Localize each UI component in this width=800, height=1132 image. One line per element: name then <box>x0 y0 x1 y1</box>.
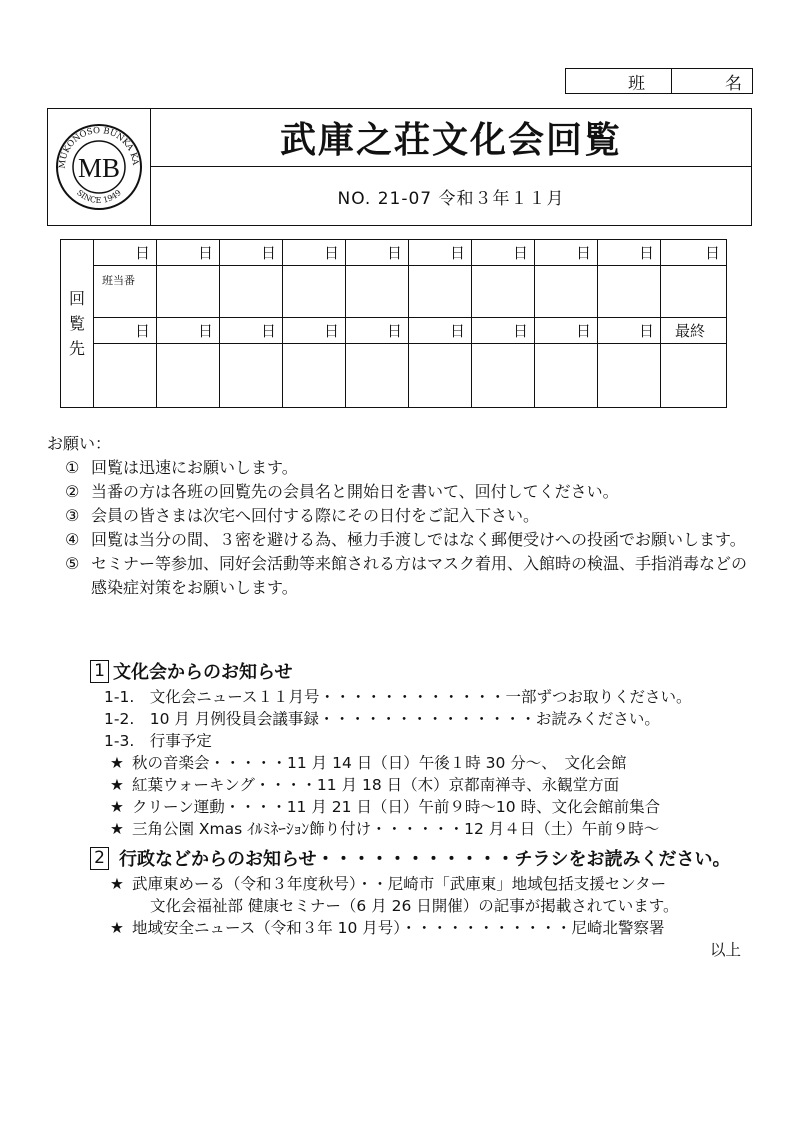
star-icon: ★ <box>110 820 124 838</box>
last-cell: 最終 <box>661 318 727 344</box>
request-number: ③ <box>65 506 80 525</box>
date-cell: 日 <box>598 240 661 266</box>
date-cell: 日 <box>220 318 283 344</box>
request-text: 回覧は当分の間、３密を避ける為、極力手渡しではなく郵便受けへの投函でお願いします。 <box>91 530 746 549</box>
notice-line: 文化会福祉部 健康セミナー（6 月 26 日開催）の記事が掲載されています。 <box>150 897 679 915</box>
request-item <box>47 504 752 528</box>
side-char-3: 先 <box>68 339 85 358</box>
name-cell[interactable] <box>283 266 346 318</box>
star-icon: ★ <box>110 754 124 772</box>
name-cell[interactable] <box>661 266 727 318</box>
name-cell[interactable] <box>535 266 598 318</box>
event-line <box>110 818 755 840</box>
newsletter-header <box>47 108 752 226</box>
notice-line <box>110 917 755 939</box>
section-2-heading <box>90 845 755 871</box>
date-cell: 日 <box>157 240 220 266</box>
closing-text: 以上 <box>709 941 741 959</box>
logo-cell <box>48 109 151 225</box>
name-cell[interactable] <box>94 266 157 318</box>
star-icon: ★ <box>110 919 124 937</box>
name-label: 名 <box>725 73 742 94</box>
date-cell: 日 <box>409 318 472 344</box>
date-cell: 日 <box>94 240 157 266</box>
request-number: ④ <box>65 530 80 549</box>
name-cell[interactable] <box>157 344 220 408</box>
date-cell: 日 <box>157 318 220 344</box>
request-number: ① <box>65 458 80 477</box>
section-1-title: 文化会からのお知らせ <box>113 662 293 683</box>
side-char-1: 回 <box>68 289 85 308</box>
date-cell: 日 <box>220 240 283 266</box>
duty-label: 班当番 <box>102 274 135 287</box>
date-cell: 日 <box>346 240 409 266</box>
request-item <box>47 528 752 552</box>
event-line <box>110 752 755 774</box>
section-government-notices <box>90 845 755 961</box>
name-cell[interactable] <box>598 344 661 408</box>
request-text: 会員の皆さまは次宅へ回付する際にその日付をご記入下さい。 <box>91 506 540 525</box>
name-cell[interactable] <box>220 344 283 408</box>
group-name-box <box>565 68 753 94</box>
mb-logo <box>54 122 144 212</box>
name-cell[interactable] <box>409 344 472 408</box>
notice-line <box>110 873 755 895</box>
section-1-heading <box>90 658 755 684</box>
section-bunkakai-notices <box>90 658 755 840</box>
event-text: クリーン運動・・・・11 月 21 日（日）午前９時～10 時、文化会館前集合 <box>132 798 661 816</box>
name-cell[interactable] <box>535 344 598 408</box>
name-cell[interactable] <box>346 344 409 408</box>
name-cell[interactable] <box>94 344 157 408</box>
request-text: 当番の方は各班の回覧先の会員名と開始日を書いて、回付してください。 <box>91 482 619 501</box>
requests-heading: お願い： <box>47 434 112 453</box>
event-text: 三角公園 Xmas ｲﾙﾐﾈｰｼｮﾝ飾り付け・・・・・・12 月４日（土）午前９時～ <box>132 820 660 838</box>
request-text: セミナー等参加、同好会活動等来館される方はマスク着用、入館時の検温、手指消毒などの感染症対策をお願いします。 <box>91 554 748 597</box>
section-2-title: 行政などからのお知らせ・・・・・・・・・・・チラシをお読みください。 <box>119 849 731 870</box>
date-cell: 日 <box>472 318 535 344</box>
group-label: 班 <box>566 69 672 93</box>
name-cell[interactable] <box>220 266 283 318</box>
request-number: ② <box>65 482 80 501</box>
requests-section <box>47 432 752 600</box>
notice-text: 地域安全ニュース（令和３年 10 月号）・・・・・・・・・・・尼崎北警察署 <box>132 919 665 937</box>
request-item <box>47 456 752 480</box>
date-cell: 日 <box>346 318 409 344</box>
star-icon: ★ <box>110 875 124 893</box>
request-text: 回覧は迅速にお願いします。 <box>91 458 298 477</box>
event-line <box>110 774 755 796</box>
name-cell[interactable] <box>472 344 535 408</box>
date-cell: 日 <box>409 240 472 266</box>
star-icon: ★ <box>110 776 124 794</box>
newsletter-title: 武庫之荘文化会回覧 <box>279 120 622 161</box>
name-cell[interactable] <box>157 266 220 318</box>
name-cell[interactable] <box>598 266 661 318</box>
notice-line: 1-2. 10 月 月例役員会議事録・・・・・・・・・・・・・・お読みください。 <box>104 710 660 728</box>
date-cell: 日 <box>535 240 598 266</box>
name-cell[interactable] <box>346 266 409 318</box>
notice-text: 武庫東めーる（令和３年度秋号）・・尼崎市「武庫東」地域包括支援センター <box>132 875 667 893</box>
request-item <box>47 480 752 504</box>
star-icon: ★ <box>110 798 124 816</box>
name-cell[interactable] <box>661 344 727 408</box>
request-number: ⑤ <box>65 554 80 573</box>
notice-line: 1-1. 文化会ニュース１１月号・・・・・・・・・・・・一部ずつお取りください。 <box>104 688 692 706</box>
event-text: 紅葉ウォーキング・・・・11 月 18 日（木）京都南禅寺、永観堂方面 <box>132 776 620 794</box>
date-cell: 日 <box>283 318 346 344</box>
logo-ring-top: MUKONOSO BUNKA KA <box>57 125 141 170</box>
notice-line: 1-3. 行事予定 <box>104 732 212 750</box>
circulation-side-label <box>61 240 94 408</box>
section-1-number: 1 <box>90 660 109 683</box>
name-cell[interactable] <box>472 266 535 318</box>
date-cell: 日 <box>283 240 346 266</box>
section-2-number: 2 <box>90 847 109 870</box>
date-cell: 日 <box>94 318 157 344</box>
name-cell[interactable] <box>283 344 346 408</box>
logo-ring-bottom: SINCE 1949 <box>75 188 123 206</box>
date-cell: 日 <box>535 318 598 344</box>
name-cell[interactable] <box>409 266 472 318</box>
issue-number: NO. 21-07 令和３年１１月 <box>337 188 565 209</box>
logo-text: MB <box>77 153 121 183</box>
event-text: 秋の音楽会・・・・・11 月 14 日（日）午後１時 30 分～、 文化会館 <box>132 754 627 772</box>
circulation-table <box>60 239 727 408</box>
date-cell: 日 <box>598 318 661 344</box>
event-line <box>110 796 755 818</box>
request-item <box>47 552 752 600</box>
date-cell: 日 <box>661 240 727 266</box>
side-char-2: 覧 <box>68 314 85 333</box>
date-cell: 日 <box>472 240 535 266</box>
title-cell <box>151 109 751 167</box>
